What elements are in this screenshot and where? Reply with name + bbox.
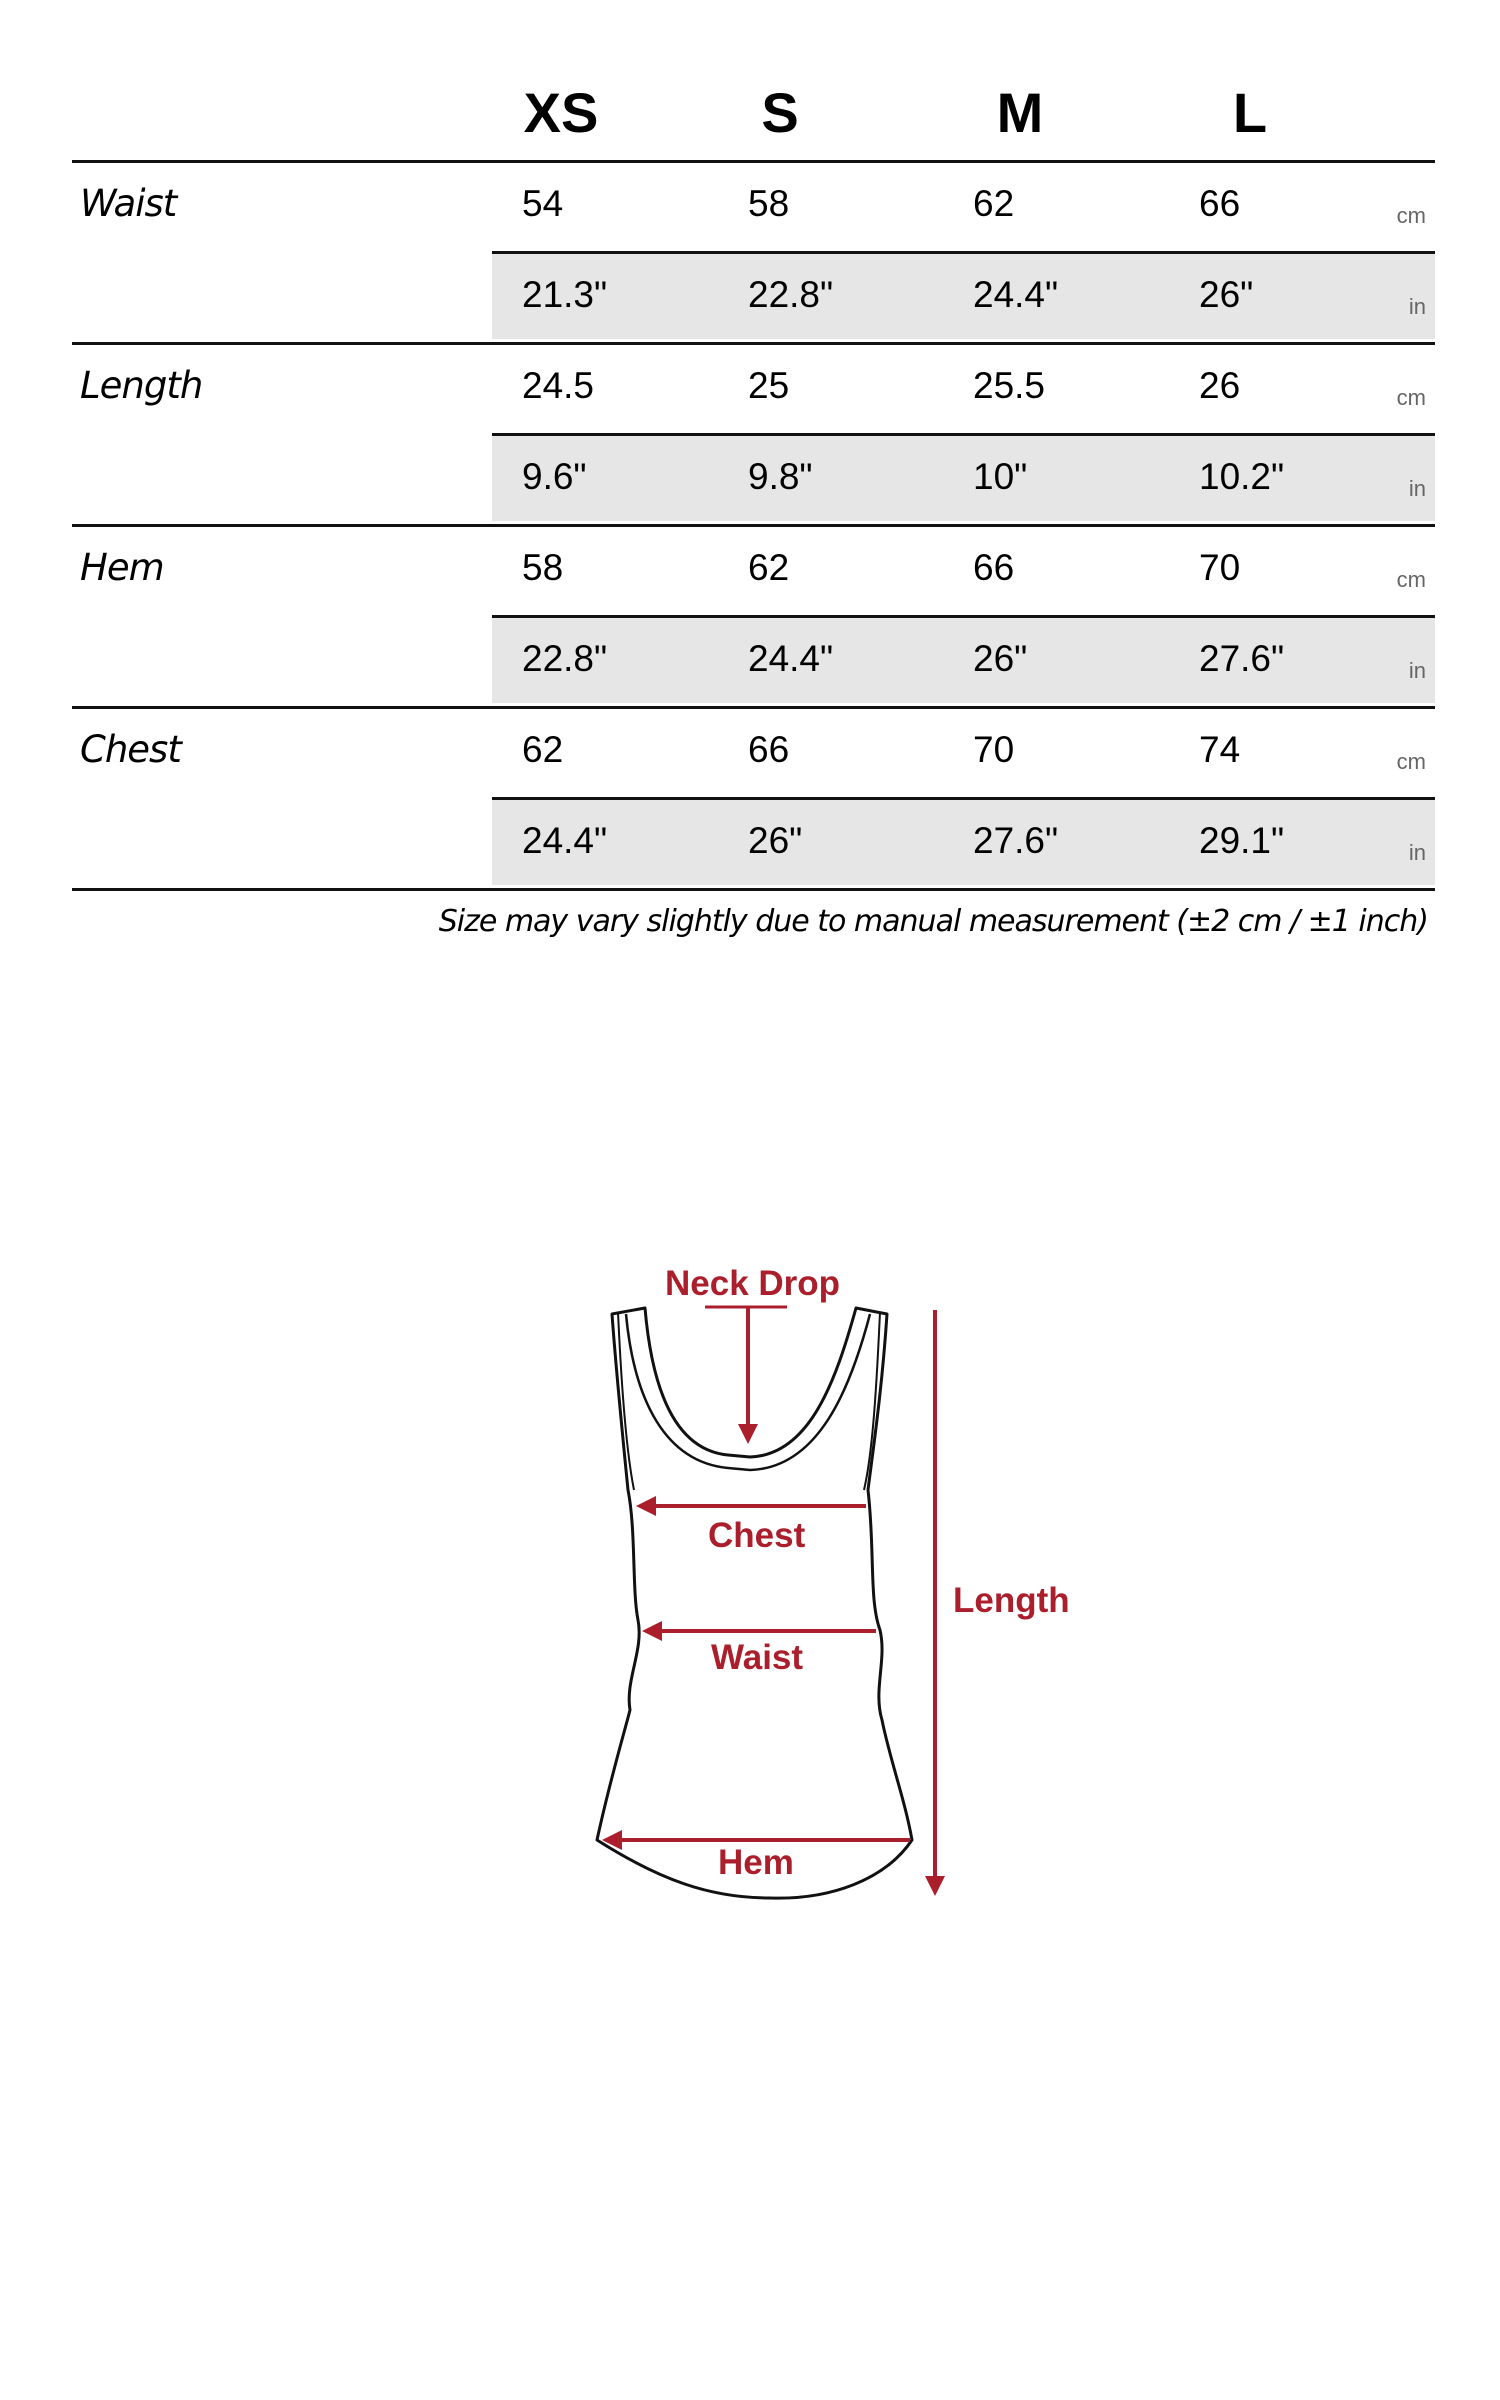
- table-cell: 70: [1199, 547, 1241, 588]
- table-cell: 58: [748, 183, 790, 224]
- table-cell: 22.8": [522, 638, 608, 679]
- unit-label-cm: cm: [1396, 567, 1426, 592]
- chest-label: Chest: [708, 1516, 806, 1555]
- table-cell: 26": [973, 638, 1028, 679]
- table-cell: 29.1": [1199, 820, 1285, 861]
- row-divider: [492, 433, 1435, 436]
- measure-label-hem: Hem: [80, 546, 164, 589]
- table-cell: 54: [522, 183, 564, 224]
- imperial-row-background: [492, 617, 1435, 703]
- table-cell: 58: [522, 547, 564, 588]
- table-cell: 74: [1199, 729, 1241, 770]
- measure-label-waist: Waist: [80, 182, 177, 225]
- row-divider: [492, 797, 1435, 800]
- table-cell: 9.6": [522, 456, 587, 497]
- size-header-m: M: [996, 81, 1044, 144]
- size-header-l: L: [1232, 81, 1268, 144]
- table-cell: 10.2": [1199, 456, 1285, 497]
- measurement-diagram: [560, 1264, 1100, 1920]
- table-cell: 27.6": [973, 820, 1059, 861]
- measure-label-length: Length: [80, 364, 203, 407]
- table-cell: 22.8": [748, 274, 834, 315]
- size-chart-table: [0, 0, 1500, 1000]
- table-cell: 70: [973, 729, 1015, 770]
- size-header-s: S: [761, 81, 799, 144]
- section-divider: [72, 342, 1435, 345]
- unit-label-cm: cm: [1396, 203, 1426, 228]
- table-cell: 26": [1199, 274, 1254, 315]
- unit-label-in: in: [1408, 658, 1426, 683]
- table-cell: 62: [522, 729, 564, 770]
- table-cell: 24.5: [522, 365, 595, 406]
- table-cell: 62: [748, 547, 790, 588]
- table-cell: 9.8": [748, 456, 813, 497]
- table-cell: 62: [973, 183, 1015, 224]
- measure-label-chest: Chest: [80, 728, 181, 771]
- section-divider: [72, 888, 1435, 891]
- section-divider: [72, 706, 1435, 709]
- table-cell: 26": [748, 820, 803, 861]
- unit-label-in: in: [1408, 840, 1426, 865]
- row-divider: [492, 251, 1435, 254]
- hem-label: Hem: [718, 1843, 794, 1882]
- waist-label: Waist: [711, 1638, 804, 1677]
- size-header-xs: XS: [523, 81, 599, 144]
- unit-label-cm: cm: [1396, 749, 1426, 774]
- table-cell: 21.3": [522, 274, 608, 315]
- table-cell: 66: [1199, 183, 1241, 224]
- imperial-row-background: [492, 253, 1435, 339]
- unit-label-in: in: [1408, 476, 1426, 501]
- table-cell: 24.4": [522, 820, 608, 861]
- imperial-row-background: [492, 799, 1435, 885]
- section-divider: [72, 524, 1435, 527]
- table-cell: 66: [973, 547, 1015, 588]
- table-cell: 25.5: [973, 365, 1046, 406]
- table-cell: 26: [1199, 365, 1241, 406]
- neck-drop-label: Neck Drop: [665, 1264, 841, 1303]
- length-label: Length: [953, 1581, 1070, 1620]
- table-cell: 66: [748, 729, 790, 770]
- row-divider: [492, 615, 1435, 618]
- unit-label-cm: cm: [1396, 385, 1426, 410]
- table-cell: 10": [973, 456, 1028, 497]
- table-cell: 24.4": [973, 274, 1059, 315]
- table-cell: 25: [748, 365, 790, 406]
- table-cell: 27.6": [1199, 638, 1285, 679]
- unit-label-in: in: [1408, 294, 1426, 319]
- measurement-note: Size may vary slightly due to manual measurement (±2 cm / ±1 inch): [438, 904, 1428, 939]
- table-cell: 24.4": [748, 638, 834, 679]
- imperial-row-background: [492, 435, 1435, 521]
- header-rule: [72, 160, 1435, 163]
